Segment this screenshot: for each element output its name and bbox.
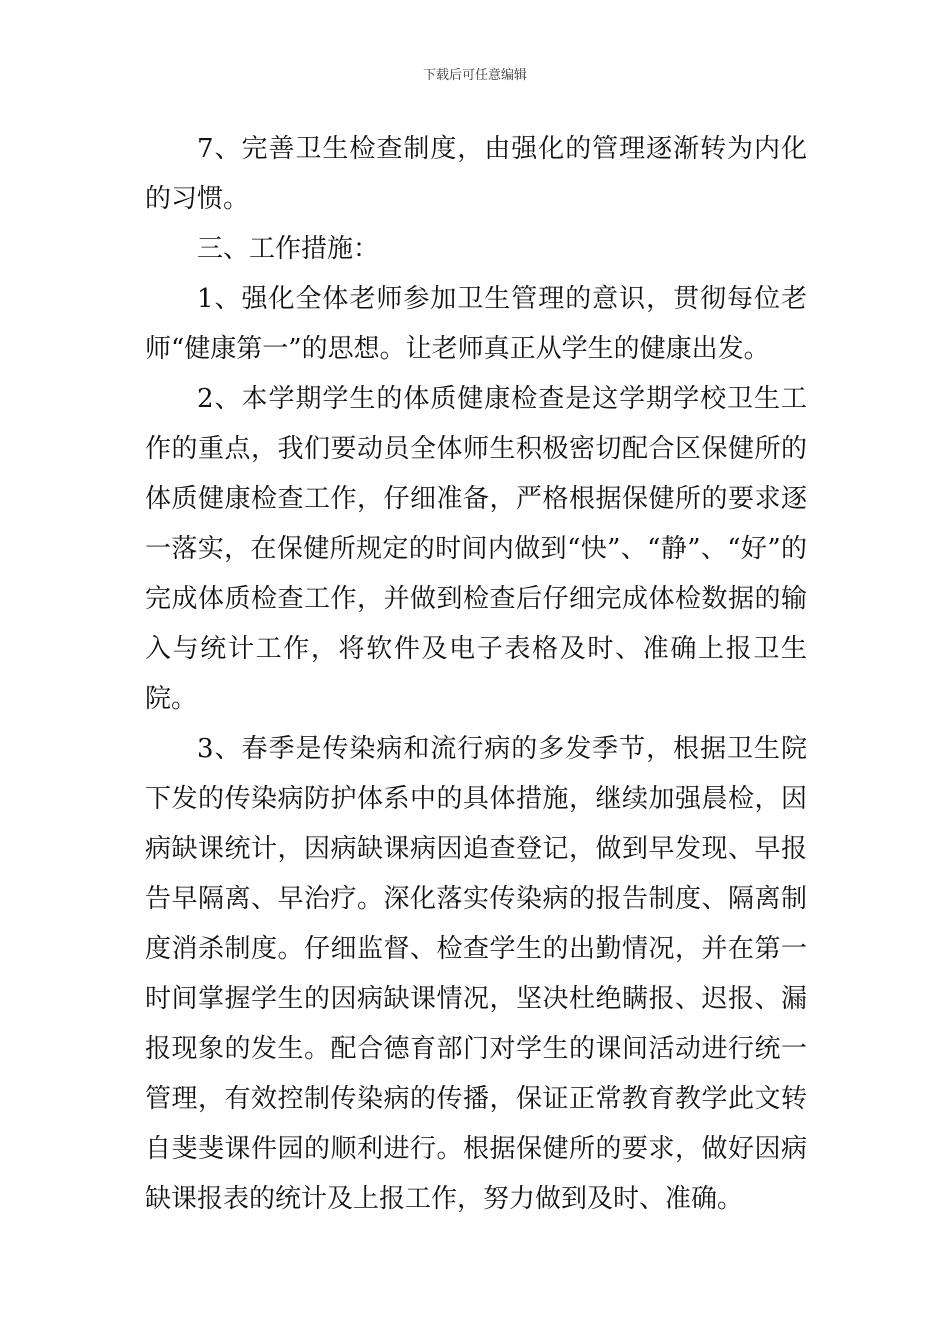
- page-header-note: 下载后可任意编辑: [422, 68, 527, 83]
- section-heading-work-measures: 三、工作措施：: [197, 234, 380, 264]
- paragraph-measure-1: 1、强化全体老师参加卫生管理的意识，贯彻每位老师“健康第一”的思想。让老师真正从学生的健康出发。: [145, 284, 807, 364]
- paragraph-measure-2: 2、本学期学生的体质健康检查是这学期学校卫生工作的重点，我们要动员全体师生积极密切配合区保健所的体质健康检查工作，仔细准备，严格根据保健所的要求逐一落实，在保健所规定的时间内做到“快”、“静”、“好”的完成体质检查工作，并做到检查后仔细完成体检数据的输入与统计工作，将软件及电子表格及时、准确上报卫生院。: [145, 384, 807, 714]
- document-body: [145, 124, 807, 1224]
- paragraph-item-7: 7、完善卫生检查制度，由强化的管理逐渐转为内化的习惯。: [145, 134, 807, 214]
- paragraph-measure-3: 3、春季是传染病和流行病的多发季节，根据卫生院下发的传染病防护体系中的具体措施，继续加强晨检，因病缺课统计，因病缺课病因追查登记，做到早发现、早报告早隔离、早治疗。深化落实传染病的报告制度、隔离制度消杀制度。仔细监督、检查学生的出勤情况，并在第一时间掌握学生的因病缺课情况，坚决杜绝瞒报、迟报、漏报现象的发生。配合德育部门对学生的课间活动进行统一管理，有效控制传染病的传播，保证正常教育教学此文转自斐斐课件园的顺利进行。根据保健所的要求，做好因病缺课报表的统计及上报工作，努力做到及时、准确。: [145, 734, 807, 1214]
